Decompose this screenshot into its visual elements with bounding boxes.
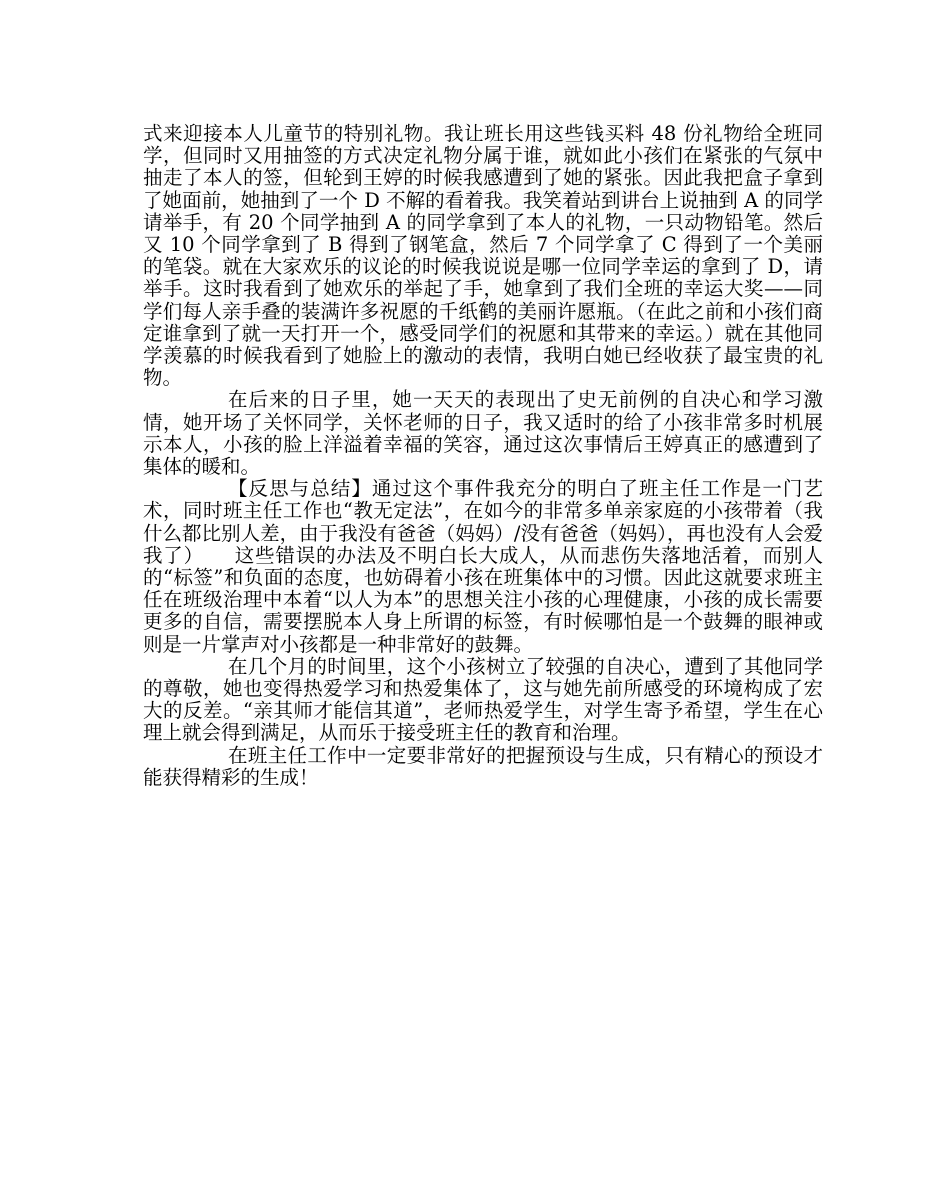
paragraph-later-days: 在后来的日子里，她一天天的表现出了史无前例的自决心和学习激情，她开场了关怀同学，关怀老师的日子，我又适时的给了小孩非常多时机展示本人，小孩的脸上洋溢着幸福的笑容，通过这次事情后王婷真正的感遭到了集体的暖和。	[143, 388, 823, 479]
paragraph-gift-story: 式来迎接本人儿童节的特别礼物。我让班长用这些钱买料 48 份礼物给全班同学，但同时又用抽签的方式决定礼物分属于谁，就如此小孩们在紧张的气氛中抽走了本人的签，但轮到王婷的时候我感遭到了她的紧张。因此我把盒子拿到了她面前，她抽到了一个 D 不解的看着我。我笑着站到讲台上说抽到 A 的同学请举手，有 20 个同学抽到 A 的同学拿到了本人的礼物，一只动物铅笔。然后又 10 个同学拿到了 B 得到了钢笔盒，然后 7 个同学拿了 C 得到了一个美丽的笔袋。就在大家欢乐的议论的时候我说说是哪一位同学幸运的拿到了 D，请举手。这时我看到了她欢乐的举起了手，她拿到了我们全班的幸运大奖——同学们每人亲手叠的装满许多祝愿的千纸鹤的美丽许愿瓶。（在此之前和小孩们商定谁拿到了就一天打开一个，感受同学们的祝愿和其带来的幸运。）就在其他同学羡慕的时候我看到了她脸上的激动的表情，我明白她已经收获了最宝贵的礼物。	[143, 122, 823, 390]
paragraph-months-later: 在几个月的时间里，这个小孩树立了较强的自决心，遭到了其他同学的尊敬，她也变得热爱学习和热爱集体了，这与她先前所感受的环境构成了宏大的反差。“亲其师才能信其道”，老师热爱学生，对学生寄予希望，学生在心理上就会得到满足，从而乐于接受班主任的教育和治理。	[143, 654, 823, 745]
paragraph-reflection-summary: 【反思与总结】通过这个事件我充分的明白了班主任工作是一门艺术，同时班主任工作也“教无定法”，在如今的非常多单亲家庭的小孩带着（我什么都比别人差，由于我没有爸爸（妈妈）/没有爸爸（妈妈），再也没有人会爱我了） 这些错误的办法及不明白长大成人，从而悲伤失落地活着，而别人的“标签”和负面的态度，也妨碍着小孩在班集体中的习惯。因此这就要求班主任在班级治理中本着“以人为本”的思想关注小孩的心理健康，小孩的成长需要更多的自信，需要摆脱本人身上所谓的标签，有时候哪怕是一个鼓舞的眼神或则是一片掌声对小孩都是一种非常好的鼓舞。	[143, 477, 823, 656]
document-body	[143, 123, 823, 789]
paragraph-conclusion: 在班主任工作中一定要非常好的把握预设与生成，只有精心的预设才能获得精彩的生成！	[143, 743, 823, 789]
